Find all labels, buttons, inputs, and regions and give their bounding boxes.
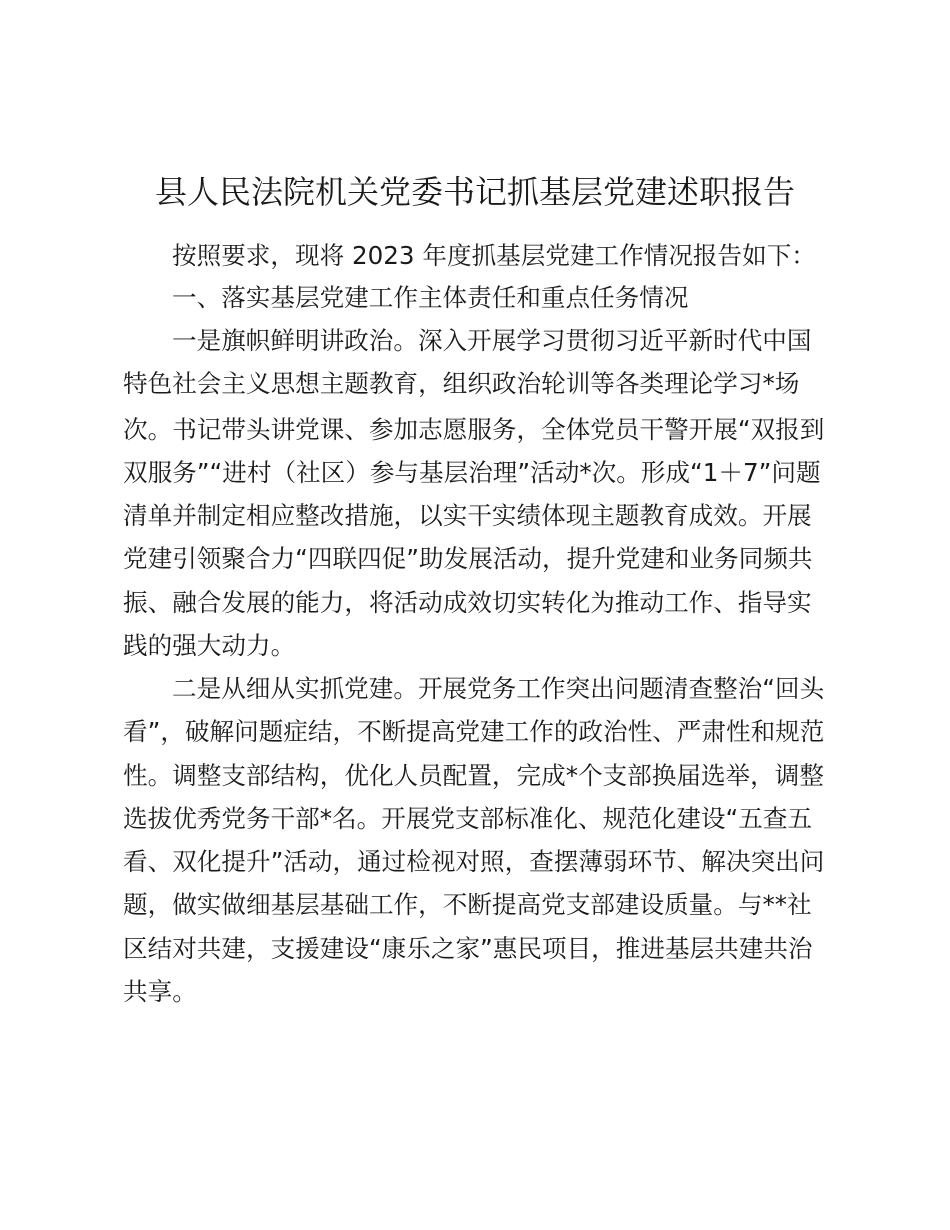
paragraph-line: 区结对共建，支援建设“康乐之家”惠民项目，推进基层共建共治: [123, 934, 813, 963]
paragraph-line: 一是旗帜鲜明讲政治。深入开展学习贯彻习近平新时代中国: [172, 326, 812, 355]
paragraph-line: 看”，破解问题症结，不断提高党建工作的政治性、严肃性和规范: [123, 717, 825, 746]
paragraph-line: 特色社会主义思想主题教育，组织政治轮训等各类理论学习*场: [123, 369, 800, 398]
paragraph-line: 党建引领聚合力“四联四促”助发展活动，提升党建和业务同频共: [123, 544, 813, 573]
paragraph-line: 次。书记带头讲党课、参加志愿服务，全体党员干警开展“双报到: [123, 415, 825, 444]
section-heading: 一、落实基层党建工作主体责任和重点任务情况: [172, 283, 689, 312]
paragraph-line: 双服务”“进村（社区）参与基层治理”活动*次。形成“1＋7”问题: [123, 458, 821, 487]
paragraph-line: 看、双化提升”活动，通过检视对照，查摆薄弱环节、解决突出问: [123, 847, 825, 876]
paragraph-line: 践的强大动力。: [123, 631, 296, 660]
paragraph-line: 选拔优秀党务干部*名。开展党支部标准化、规范化建设“五查五: [123, 804, 813, 833]
paragraph-line: 二是从细从实抓党建。开展党务工作突出问题清查整治“回头: [172, 674, 825, 703]
paragraph-line: 性。调整支部结构，优化人员配置，完成*个支部换届选举，调整: [123, 761, 824, 790]
intro-paragraph: 按照要求，现将 2023 年度抓基层党建工作情况报告如下：: [172, 241, 816, 270]
paragraph-line: 题，做实做细基层基础工作，不断提高党支部建设质量。与**社: [123, 890, 812, 919]
paragraph-line: 振、融合发展的能力，将活动成效切实转化为推动工作、指导实: [123, 588, 812, 617]
paragraph-line: 共享。: [123, 977, 197, 1006]
document-title: 县人民法院机关党委书记抓基层党建述职报告: [154, 173, 795, 211]
paragraph-line: 清单并制定相应整改措施，以实干实绩体现主题教育成效。开展: [123, 501, 812, 530]
